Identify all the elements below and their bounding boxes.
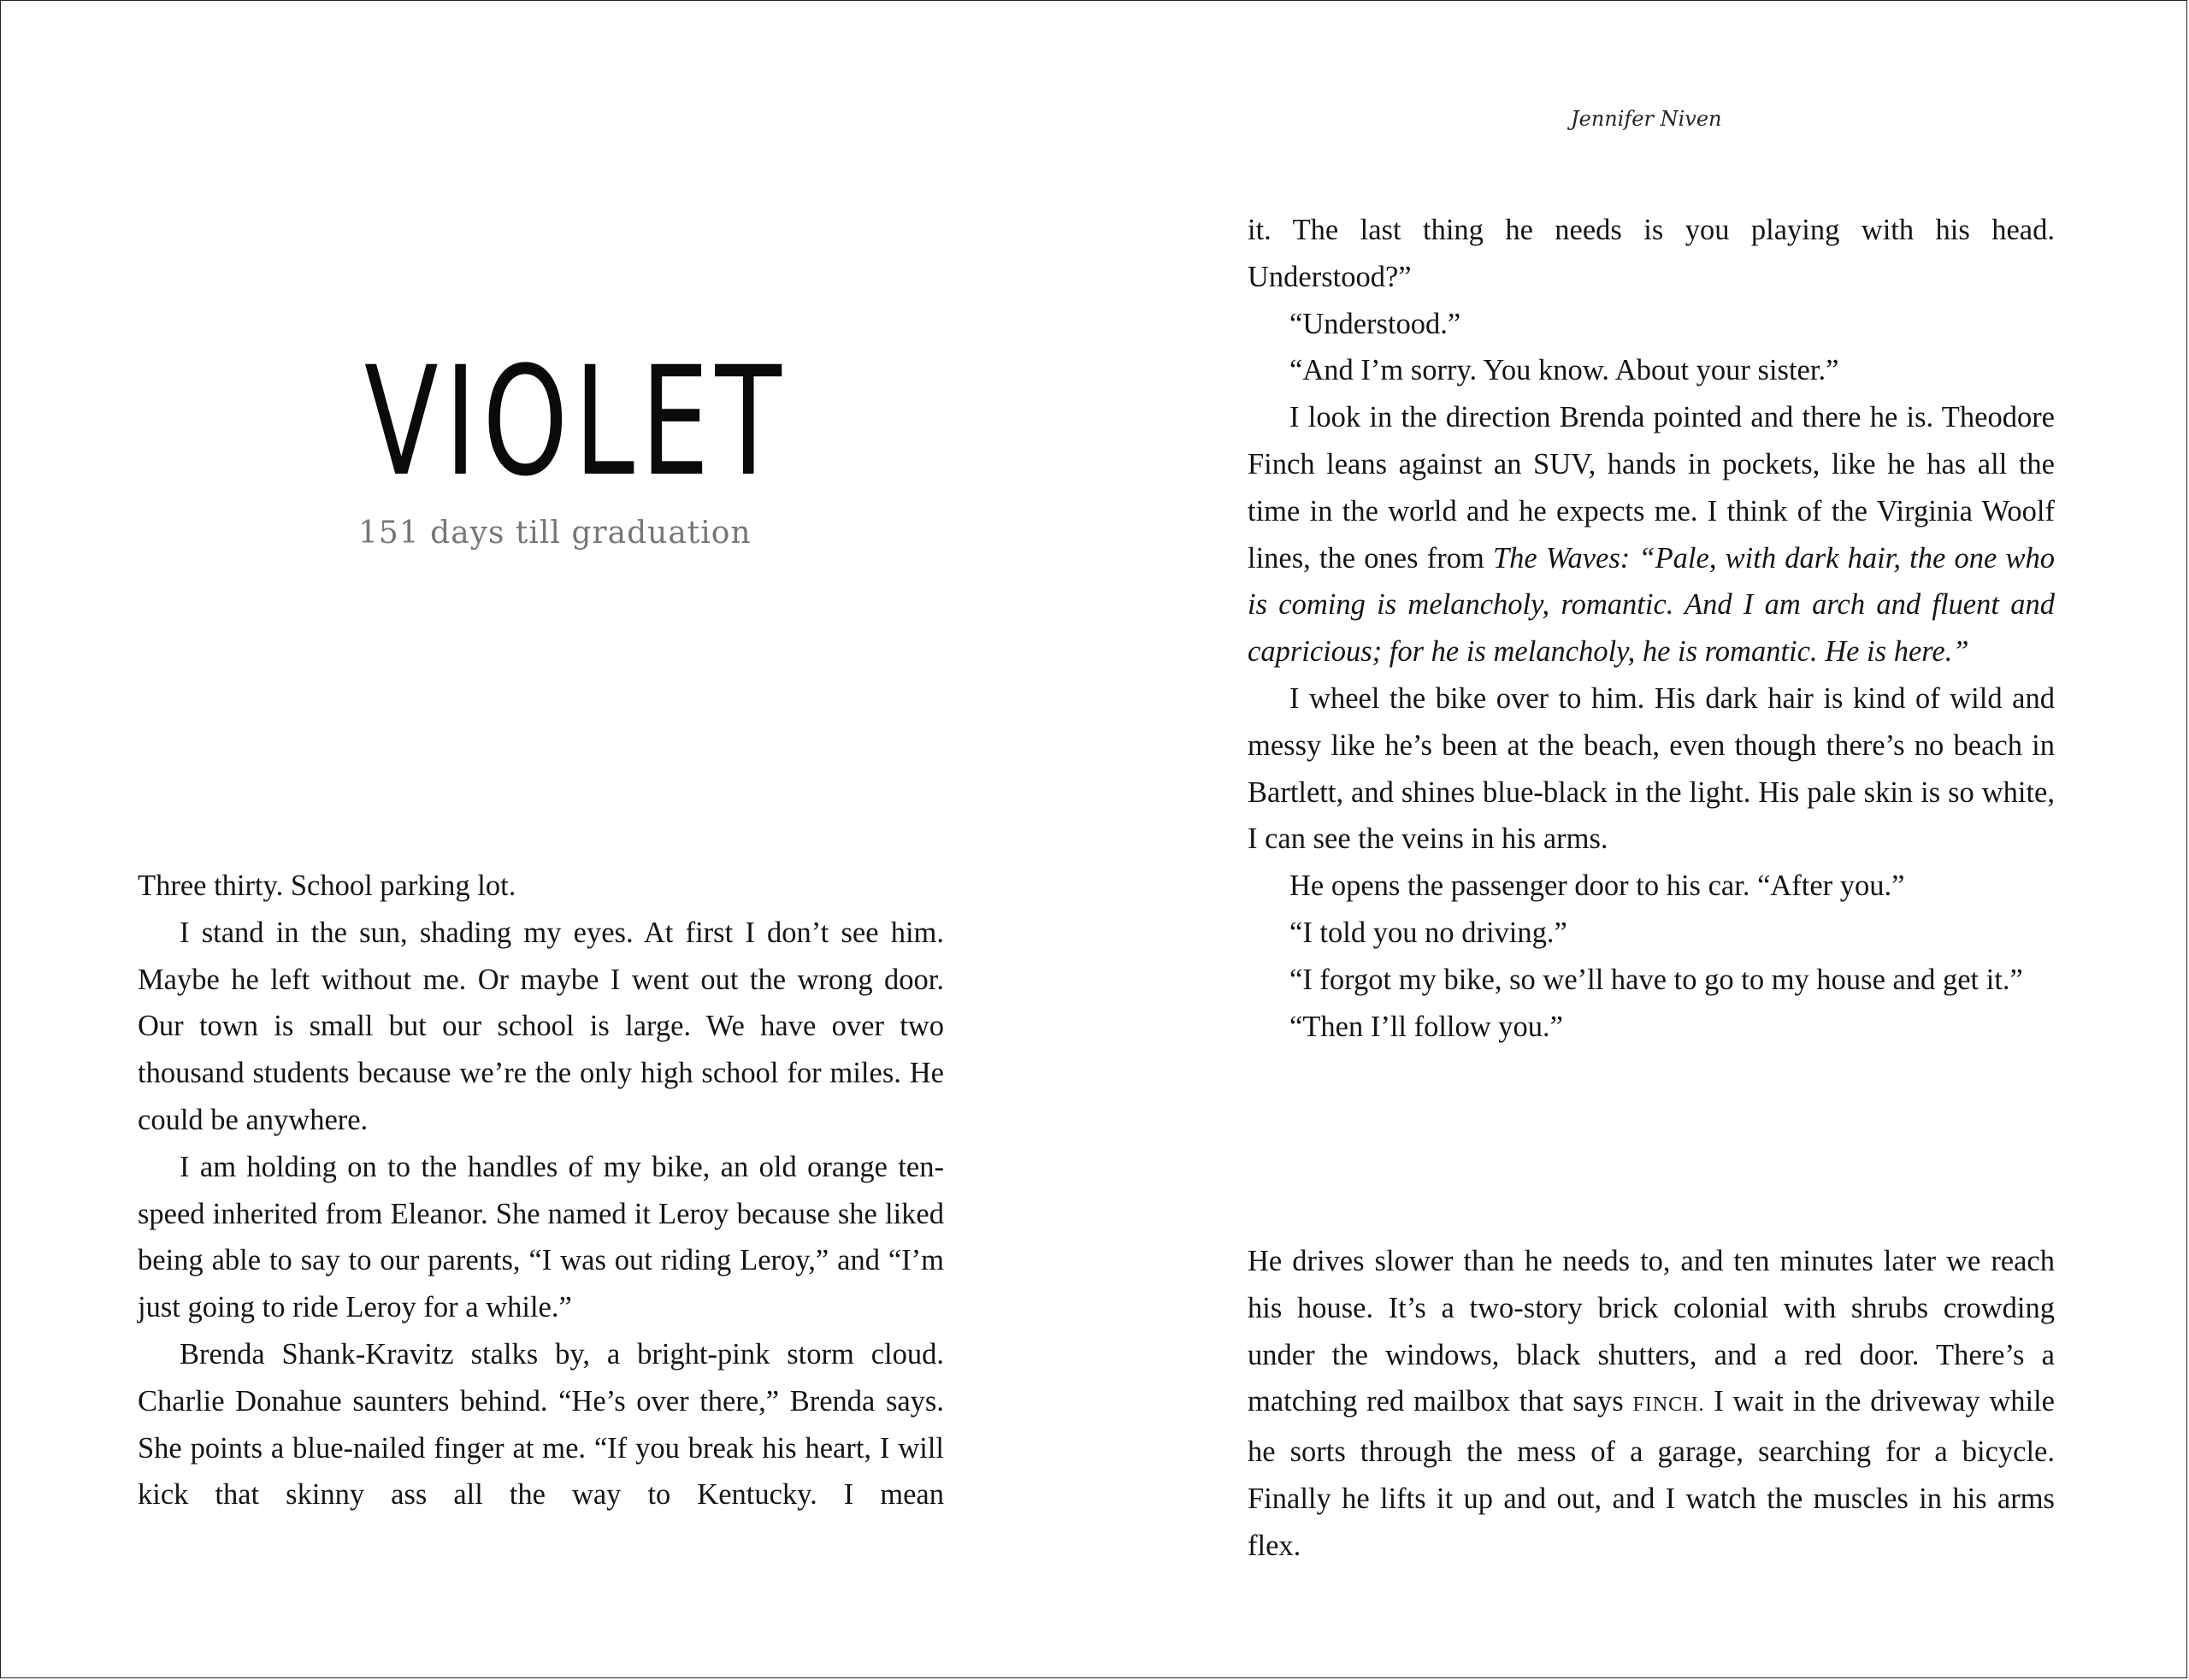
paragraph-text: I look in the direction Brenda pointed and there he is. Theodore Finch leans against an SUV, hands in pockets, like he has all the time in the world and he expects me. I think of the Virginia Woolf lines, the ones from [1248,401,2055,575]
paragraph: I am holding on to the handles of my bike, an old orange ten-speed inherited from Eleanor. She named it Leroy because she liked being able to say to our parents, “I was out riding Leroy,” and “I’m just going to ride Leroy for a while.” [138,1150,944,1324]
paragraph: “And I’m sorry. You know. About your sister.” [1289,354,1839,387]
paragraph: it. The last thing he needs is you playing with his head. Understood?” [1248,214,2055,293]
paragraph: “Understood.” [1289,307,1461,340]
paragraph: “I told you no driving.” [1289,916,1567,949]
paragraph: I stand in the sun, shading my eyes. At first I don’t see him. Maybe he left without me. Or maybe I went out the wrong door. Our town is small but our school is large. We have over two thousand students because we’re the only high school for miles. He could be anywhere. [138,916,944,1136]
paragraph: Three thirty. School parking lot. [138,869,516,902]
mailbox-name-smallcaps: FINCH. [1632,1394,1705,1417]
running-head: Jennifer Niven [1571,107,1722,131]
paragraph-text: He drives slower than he needs to, and ten minutes later we reach his house. It’s a two-story brick colonial with shrubs crowding under the windows, black shutters, and a red door. There’s a matching red mailbox that says [1248,1245,2055,1418]
chapter-subtitle: 151 days till graduation [358,516,752,551]
right-page-body [1248,207,2055,1050]
paragraph: He opens the passenger door to his car. “After you.” [1289,869,1905,903]
paragraph: Brenda Shank-Kravitz stalks by, a bright-pink storm cloud. Charlie Donahue saunters behind. “He’s over there,” Brenda says. She points a blue-nailed finger at me. “If you break his heart, I will kick that skinny ass all the way to Kentucky. I mean [138,1337,944,1512]
right-page [1094,1,2188,1677]
paragraph [1248,1238,2055,1570]
left-page [1,1,1094,1677]
paragraph-text: I wait in the driveway while he sorts through the mess of a garage, searching for a bicycle. Finally he lifts it up and out, and I watch the muscles in his arms flex. [1248,1385,2055,1562]
paragraph: “I forgot my bike, so we’ll have to go to my house and get it.” [1289,963,2023,996]
left-page-body [138,863,944,1518]
chapter-title: VIOLET [364,334,788,510]
paragraph: I wheel the bike over to him. His dark hair is kind of wild and messy like he’s been at the beach, even though there’s no beach in Bartlett, and shines blue-black in the light. His pale skin is so white, I can see the veins in his arms. [1248,681,2055,856]
quotation-italic: The Waves: “Pale, with dark hair, the one who is coming is melancholy, romantic. And I am arch and fluent and capricious; for he is melancholy, he is romantic. He is here.” [1248,541,2055,669]
paragraph [1248,394,2055,675]
paragraph: “Then I’ll follow you.” [1289,1010,1563,1043]
right-page-body-section-2 [1248,1238,2055,1570]
